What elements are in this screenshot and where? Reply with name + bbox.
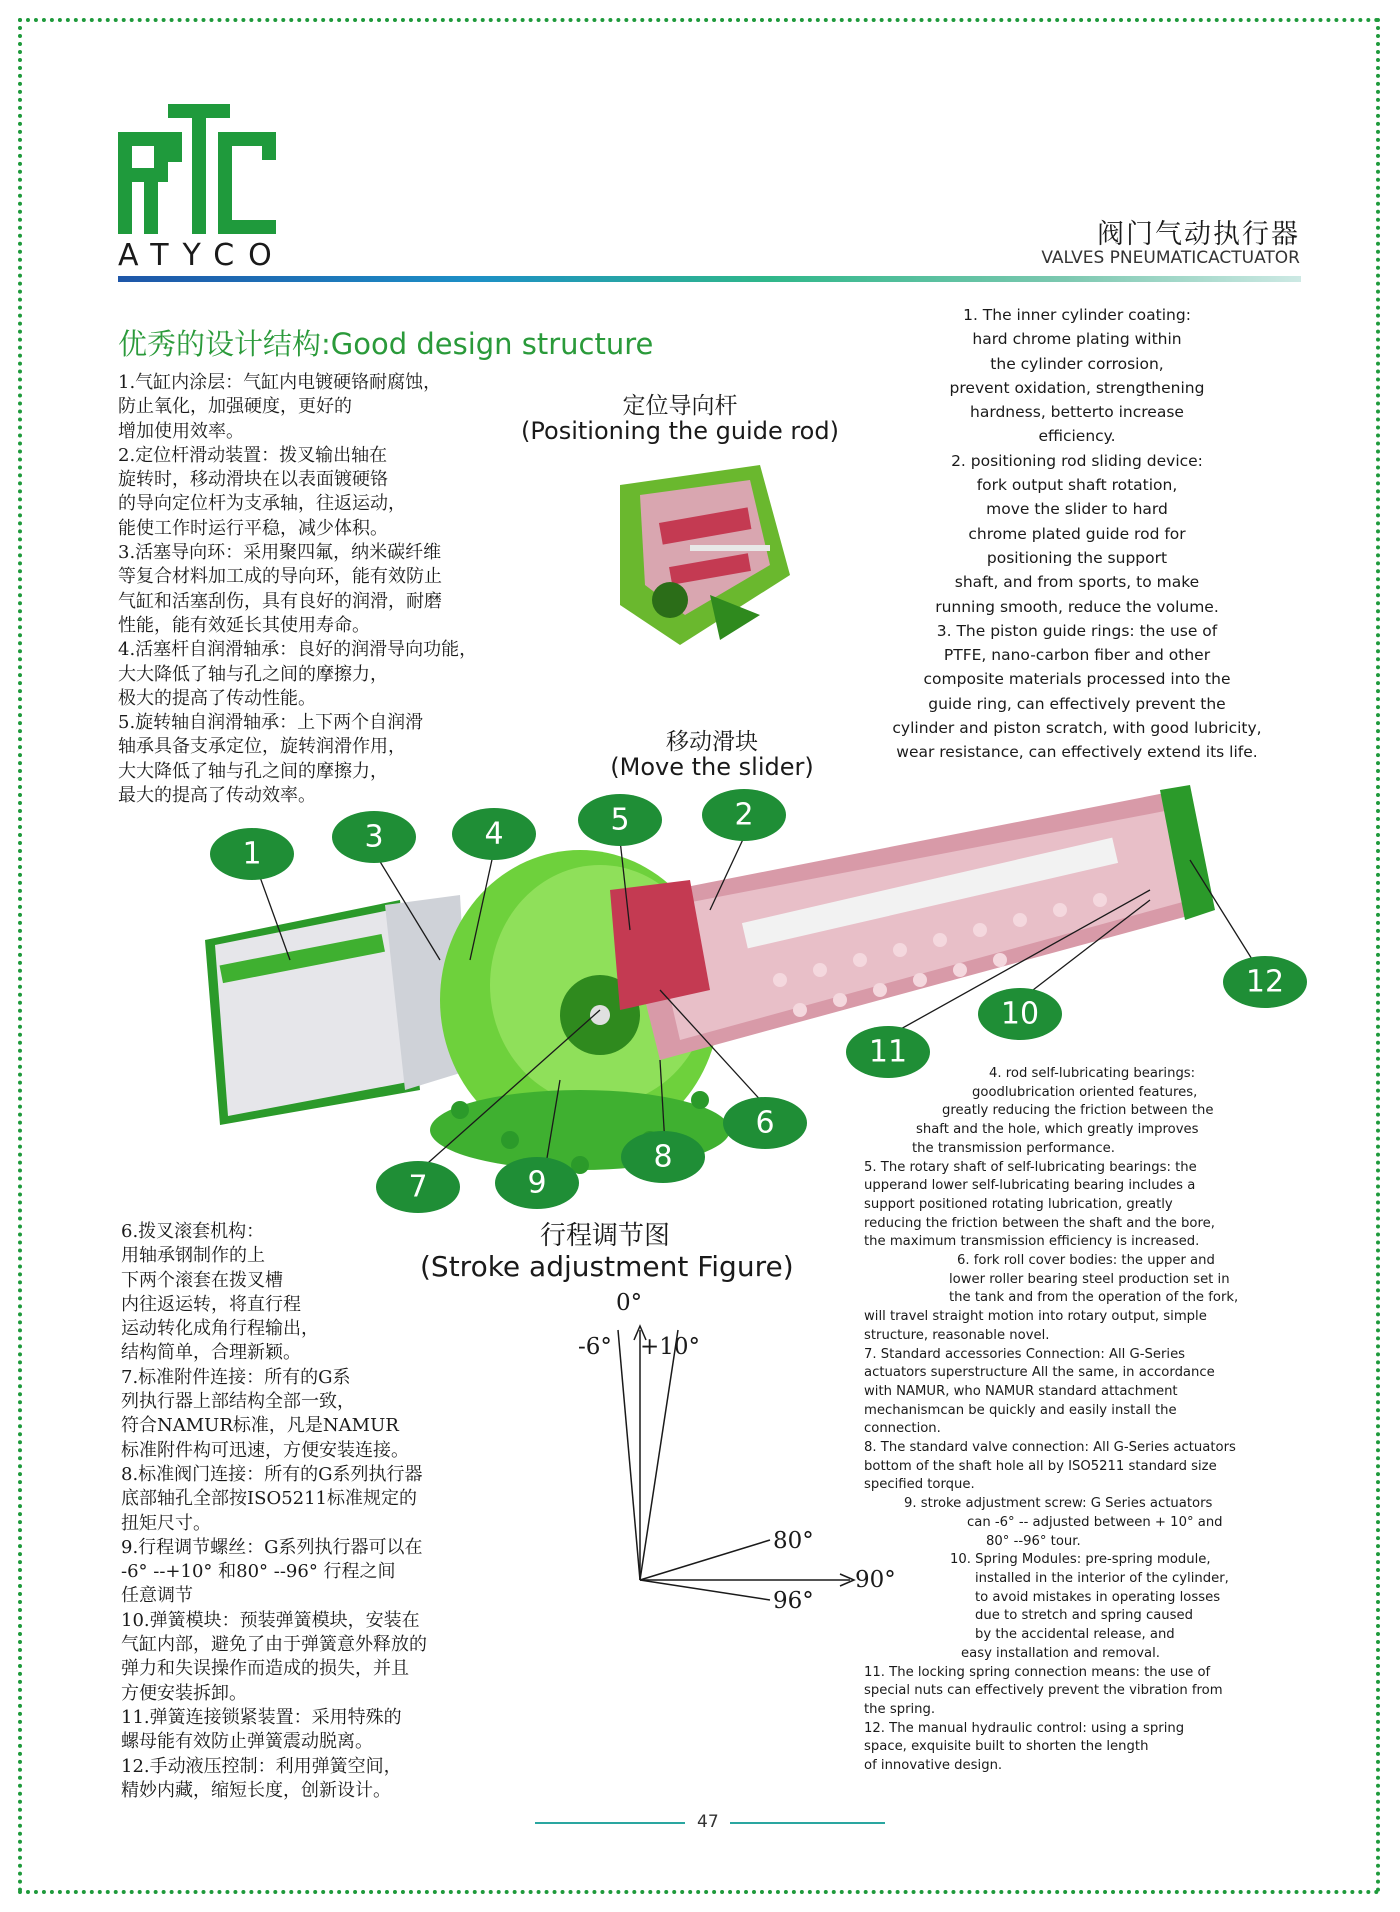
cn-line: 2.定位杆滑动装置：拨叉输出轴在: [118, 444, 388, 466]
section-heading: 优秀的设计结构:Good design structure: [118, 327, 654, 361]
cn-line: 极大的提高了传动性能。: [118, 687, 316, 709]
callout-number: 10: [1000, 996, 1040, 1032]
cn-line: 大大降低了轴与孔之间的摩擦力，: [118, 760, 388, 782]
en-line: with NAMUR, who NAMUR standard attachment: [864, 1383, 1178, 1399]
cn-line: 的导向定位杆为支承轴，往返运动，: [118, 493, 406, 515]
en-line: special nuts can effectively prevent the vibration from: [864, 1683, 1223, 1699]
en-line: upperand lower self-lubricating bearing includes a: [864, 1178, 1196, 1194]
callout-number: 11: [868, 1034, 908, 1070]
cn-line: 内往返运转，将直行程: [121, 1293, 301, 1315]
cn-line: 螺母能有效防止弹簧震动脱离。: [121, 1731, 373, 1753]
en-line: 6. fork roll cover bodies: the upper and: [957, 1253, 1215, 1269]
en-line: 9. stroke adjustment screw: G Series actuators: [904, 1496, 1213, 1512]
cn-line: 1.气缸内涂层：气缸内电镀硬铬耐腐蚀，: [118, 372, 442, 393]
stroke-figure-title-cn: 行程调节图: [540, 1221, 671, 1251]
en-line: due to stretch and spring caused: [975, 1608, 1194, 1624]
cn-line: 轴承具备支承定位，旋转润滑作用，: [118, 736, 406, 758]
en-line: 8. The standard valve connection: All G-Series actuators: [864, 1440, 1236, 1456]
cn-line: 下两个滚套在拨叉槽: [121, 1269, 283, 1291]
cn-line: 性能，能有效延长其使用寿命。: [118, 614, 370, 636]
en-line: the spring.: [864, 1701, 936, 1717]
cn-line: 9.行程调节螺丝：G系列执行器可以在: [121, 1536, 423, 1558]
cn-line: 符合NAMUR标准，凡是NAMUR: [121, 1415, 399, 1437]
angle-label-0: 0°: [616, 1290, 643, 1316]
cn-line: 标准附件构可迅速，方便安装连接。: [121, 1439, 409, 1461]
callout-number: 4: [484, 816, 504, 852]
cn-line: 精妙内藏，缩短长度，创新设计。: [121, 1779, 391, 1801]
header-title-en: VALVES PNEUMATICACTUATOR: [1041, 248, 1300, 268]
en-line: can -6° -- adjusted between + 10° and: [967, 1514, 1223, 1530]
en-line: installed in the interior of the cylinder,: [975, 1570, 1229, 1586]
cn-line: 5.旋转轴自润滑轴承：上下两个自润滑: [118, 712, 424, 734]
en-line: the tank and from the operation of the fork,: [949, 1290, 1239, 1306]
en-line: 5. The rotary shaft of self-lubricating bearings: the: [864, 1159, 1197, 1175]
cn-line: 能使工作时运行平稳，减少体积。: [118, 517, 388, 539]
en-line: move the slider to hard: [986, 500, 1168, 519]
en-line: hardness, betterto increase: [970, 403, 1184, 422]
cn-line: 旋转时，移动滑块在以表面镀硬铬: [118, 469, 388, 491]
cn-line: 结构简单，合理新颖。: [121, 1342, 301, 1364]
logo-subtitle: ATYCO: [118, 238, 286, 273]
cn-features-bottom: [121, 1220, 427, 1803]
callout-number: 6: [755, 1105, 775, 1141]
en-line: structure, reasonable novel.: [864, 1327, 1050, 1343]
angle-label-80: 80°: [773, 1528, 814, 1554]
stroke-figure-title-en: (Stroke adjustment Figure): [420, 1250, 794, 1283]
cn-line: 10.弹簧模块：预装弹簧模块，安装在: [121, 1609, 420, 1631]
en-line: lower roller bearing steel production set in: [949, 1271, 1230, 1287]
en-line: positioning the support: [986, 548, 1168, 567]
en-line: shaft and the hole, which greatly improves: [916, 1122, 1199, 1138]
cn-line: 弹力和失误操作而造成的损失，并且: [121, 1658, 409, 1680]
en-line: 3. The piston guide rings: the use of: [936, 621, 1218, 640]
en-line: chrome plated guide rod for: [968, 524, 1186, 543]
slider-label-en: (Move the slider): [610, 753, 814, 781]
en-line: shaft, and from sports, to make: [954, 573, 1200, 592]
en-line: prevent oxidation, strengthening: [949, 378, 1205, 397]
cn-line: 6.拨叉滚套机构：: [121, 1221, 265, 1242]
en-line: by the accidental release, and: [975, 1627, 1175, 1643]
angle-label-pos10: +10°: [640, 1334, 701, 1360]
en-line: will travel straight motion into rotary output, simple: [864, 1309, 1207, 1325]
en-line: 80° --96° tour.: [986, 1533, 1081, 1549]
en-line: of innovative design.: [864, 1758, 1003, 1774]
en-line: 4. rod self-lubricating bearings:: [989, 1066, 1196, 1081]
cn-line: 4.活塞杆自润滑轴承：良好的润滑导向功能，: [118, 639, 478, 661]
en-line: 7. Standard accessories Connection: All G-Series: [864, 1346, 1186, 1362]
en-line: the transmission performance.: [912, 1140, 1115, 1156]
cn-line: 等复合材料加工成的导向环，能有效防止: [118, 566, 442, 588]
callout-number: 2: [734, 797, 754, 833]
callout-number: 3: [364, 819, 384, 855]
cn-line: 增加使用效率。: [118, 420, 244, 442]
cn-line: 12.手动液压控制：利用弹簧空间，: [121, 1755, 402, 1777]
page-number: 47: [697, 1812, 719, 1832]
en-line: greatly reducing the friction between the: [942, 1103, 1214, 1119]
en-line: connection.: [864, 1421, 941, 1437]
angle-label-90: 90°: [855, 1567, 896, 1593]
cn-line: 任意调节: [121, 1585, 193, 1607]
en-line: 2. positioning rod sliding device:: [951, 451, 1203, 470]
en-line: fork output shaft rotation,: [976, 476, 1178, 495]
en-line: composite materials processed into the: [923, 670, 1231, 689]
en-line: hard chrome plating within: [972, 330, 1182, 349]
en-line: 12. The manual hydraulic control: using a spring: [864, 1720, 1185, 1736]
en-line: 10. Spring Modules: pre-spring module,: [950, 1552, 1211, 1568]
en-line: to avoid mistakes in operating losses: [975, 1589, 1221, 1605]
guide-rod-label-cn: 定位导向杆: [622, 393, 738, 419]
cn-line: 用轴承钢制作的上: [121, 1245, 265, 1267]
guide-rod-label-en: (Positioning the guide rod): [521, 417, 839, 445]
en-line: space, exquisite built to shorten the length: [864, 1739, 1149, 1755]
en-line: the maximum transmission efficiency is increased.: [864, 1234, 1200, 1250]
cn-line: 底部轴孔全部按ISO5211标准规定的: [121, 1488, 418, 1510]
en-line: easy installation and removal.: [961, 1645, 1160, 1661]
en-line: guide ring, can effectively prevent the: [928, 694, 1226, 713]
en-line: actuators superstructure All the same, in accordance: [864, 1365, 1215, 1381]
en-line: running smooth, reduce the volume.: [935, 597, 1219, 616]
footer-line-left: [535, 1822, 685, 1824]
en-line: efficiency.: [1038, 427, 1116, 446]
en-line: reducing the friction between the shaft and the bore,: [864, 1215, 1215, 1231]
cn-line: 方便安装拆卸。: [121, 1682, 247, 1704]
cn-line: 扭矩尺寸。: [121, 1512, 211, 1534]
cn-line: 3.活塞导向环：采用聚四氟，纳米碳纤维: [118, 542, 442, 564]
cn-line: -6° --+10° 和80° --96° 行程之间: [121, 1561, 396, 1583]
cn-line: 列执行器上部结构全部一致，: [121, 1391, 355, 1413]
cn-line: 7.标准附件连接：所有的G系: [121, 1366, 351, 1388]
cn-line: 气缸内部，避免了由于弹簧意外释放的: [121, 1634, 427, 1656]
cn-line: 8.标准阀门连接：所有的G系列执行器: [121, 1463, 423, 1485]
angle-label-neg6: -6°: [578, 1334, 612, 1360]
en-line: support positioned rotating lubrication, greatly: [864, 1196, 1173, 1212]
callout-number: 1: [242, 836, 262, 872]
cn-line: 大大降低了轴与孔之间的摩擦力，: [118, 663, 388, 685]
slider-label-cn: 移动滑块: [666, 729, 758, 755]
cn-line: 最大的提高了传动效率。: [118, 785, 316, 807]
en-line: PTFE, nano-carbon fiber and other: [943, 646, 1211, 665]
cn-line: 11.弹簧连接锁紧装置：采用特殊的: [121, 1706, 402, 1728]
en-line: wear resistance, can effectively extend its life.: [896, 743, 1258, 762]
cn-line: 气缸和活塞刮伤，具有良好的润滑，耐磨: [118, 590, 442, 612]
callout-number: 9: [527, 1165, 547, 1201]
angle-label-96: 96°: [773, 1588, 814, 1614]
en-line: goodlubrication oriented features,: [972, 1084, 1198, 1100]
en-line: 1. The inner cylinder coating:: [963, 306, 1191, 324]
callout-number: 5: [610, 802, 630, 838]
callout-number: 7: [408, 1169, 428, 1205]
callout-number: 8: [653, 1139, 673, 1175]
en-line: the cylinder corrosion,: [990, 354, 1164, 373]
en-line: bottom of the shaft hole all by ISO5211 standard size: [864, 1458, 1217, 1474]
en-line: mechanismcan be quickly and easily install the: [864, 1402, 1177, 1418]
cn-line: 运动转化成角行程输出，: [121, 1318, 319, 1340]
en-line: 11. The locking spring connection means: the use of: [864, 1664, 1211, 1680]
en-line: specified torque.: [864, 1477, 975, 1493]
en-line: cylinder and piston scratch, with good lubricity,: [892, 719, 1262, 738]
header-title-cn: 阀门气动执行器: [1097, 219, 1300, 250]
cn-line: 防止氧化，加强硬度，更好的: [118, 396, 352, 418]
callout-number: 12: [1245, 964, 1285, 1000]
footer-line-right: [730, 1822, 885, 1824]
en-features-bottom: [864, 1065, 1238, 1776]
